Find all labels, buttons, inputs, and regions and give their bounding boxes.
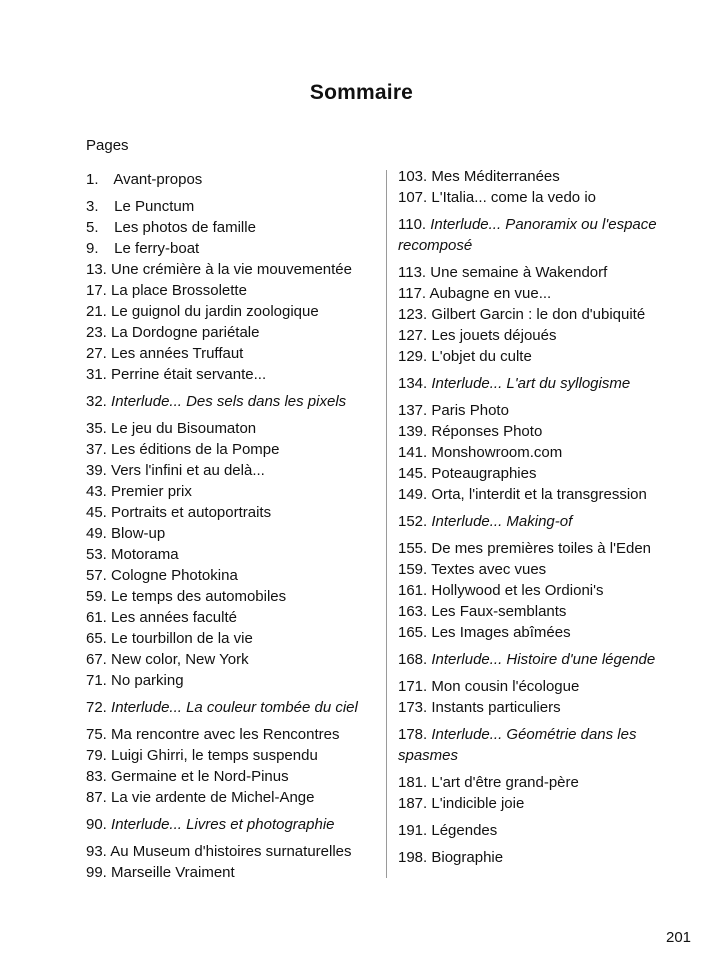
toc-entry: [398, 463, 673, 484]
toc-entry: [86, 259, 381, 280]
toc-entry-title: Paris Photo: [431, 402, 509, 419]
toc-entry-page-number: 127.: [398, 327, 428, 344]
toc-entry-title: Le temps des automobiles: [111, 588, 287, 605]
toc-entry-title: Les Faux-semblants: [431, 603, 567, 620]
toc-entry-page-number: 113.: [398, 264, 427, 281]
toc-entry: [86, 502, 381, 523]
toc-entry: [86, 301, 381, 322]
toc-entry-title: Une crémière à la vie mouvementée: [111, 261, 352, 278]
toc-entry-page-number: 31.: [86, 366, 107, 383]
toc-left-column: [86, 169, 381, 883]
toc-entry-title: No parking: [111, 672, 184, 689]
toc-entry: [86, 586, 381, 607]
toc-entry-page-number: 191.: [398, 822, 428, 839]
toc-entry: [398, 580, 673, 601]
toc-entry-title: Ma rencontre avec les Rencontres: [111, 726, 340, 743]
toc-entry: [86, 697, 381, 718]
toc-entry-title: Le guignol du jardin zoologique: [111, 303, 319, 320]
toc-entry-title: Les années faculté: [111, 609, 237, 626]
toc-entry: [86, 724, 381, 745]
toc-entry: [398, 283, 673, 304]
toc-entry: [86, 628, 381, 649]
toc-entry-title: Le Punctum: [114, 198, 195, 215]
toc-entry: [86, 649, 381, 670]
toc-entry-title: Vers l'infini et au delà...: [111, 462, 265, 479]
toc-entry-title: Luigi Ghirri, le temps suspendu: [111, 747, 318, 764]
toc-entry-page-number: 134.: [398, 375, 428, 392]
toc-entry-title: New color, New York: [111, 651, 249, 668]
toc-entry: [398, 421, 673, 442]
toc-entry: [86, 862, 381, 883]
toc-entry-page-number: 83.: [86, 768, 107, 785]
toc-entry-title: Marseille Vraiment: [111, 864, 235, 881]
toc-entry-page-number: 181.: [398, 774, 428, 791]
toc-entry-page-number: 198.: [398, 849, 428, 866]
toc-entry: [86, 439, 381, 460]
toc-entry-page-number: 107.: [398, 189, 428, 206]
toc-entry-title: Interlude... Panoramix ou l'espace recomposé: [398, 216, 657, 254]
toc-entry-page-number: 103.: [398, 168, 428, 185]
toc-entry-title: Les éditions de la Pompe: [111, 441, 280, 458]
toc-entry-title: Interlude... Des sels dans les pixels: [111, 393, 347, 410]
toc-entry: [398, 676, 673, 697]
toc-entry-page-number: 99.: [86, 864, 107, 881]
toc-entry-title: Interlude... Making-of: [431, 513, 573, 530]
toc-entry: [86, 460, 381, 481]
toc-entry-page-number: 173.: [398, 699, 428, 716]
toc-entry-title: La place Brossolette: [111, 282, 247, 299]
toc-entry-title: La vie ardente de Michel-Ange: [111, 789, 315, 806]
toc-entry: [398, 214, 673, 256]
toc-entry: [398, 649, 673, 670]
toc-entry-title: Les Images abîmées: [431, 624, 571, 641]
toc-entry-title: Interlude... Livres et photographie: [111, 816, 335, 833]
toc-entry-page-number: 45.: [86, 504, 107, 521]
toc-entry-page-number: 65.: [86, 630, 107, 647]
toc-entry-title: Gilbert Garcin : le don d'ubiquité: [431, 306, 646, 323]
toc-entry: [86, 544, 381, 565]
toc-entry: [398, 820, 673, 841]
toc-entry: [398, 697, 673, 718]
toc-entry: [398, 325, 673, 346]
toc-entry-page-number: 187.: [398, 795, 428, 812]
toc-entry: [398, 511, 673, 532]
toc-entry-page-number: 71.: [86, 672, 107, 689]
toc-entry-title: Biographie: [431, 849, 504, 866]
toc-entry-title: Orta, l'interdit et la transgression: [431, 486, 647, 503]
toc-entry: [86, 787, 381, 808]
toc-entry-page-number: 123.: [398, 306, 428, 323]
toc-entry-title: Légendes: [431, 822, 498, 839]
toc-entry: [86, 745, 381, 766]
toc-entry-page-number: 59.: [86, 588, 107, 605]
toc-entry-title: Hollywood et les Ordioni's: [431, 582, 604, 599]
toc-entry-page-number: 61.: [86, 609, 107, 626]
toc-entry-title: Premier prix: [111, 483, 192, 500]
toc-entry-title: De mes premières toiles à l'Eden: [431, 540, 651, 557]
toc-entry-page-number: 75.: [86, 726, 107, 743]
toc-entry-page-number: 149.: [398, 486, 428, 503]
toc-entry-page-number: 87.: [86, 789, 107, 806]
toc-entry: [86, 217, 381, 238]
toc-entry-title: La Dordogne pariétale: [111, 324, 260, 341]
toc-entry-page-number: 168.: [398, 651, 428, 668]
toc-entry-page-number: 139.: [398, 423, 428, 440]
toc-entry: [398, 166, 673, 187]
toc-entry-title: Réponses Photo: [431, 423, 543, 440]
toc-entry: [398, 793, 673, 814]
toc-entry-page-number: 13.: [86, 261, 107, 278]
toc-entry-page-number: 21.: [86, 303, 107, 320]
toc-entry-page-number: 72.: [86, 699, 107, 716]
toc-entry-page-number: 1.: [86, 171, 99, 188]
toc-entry: [86, 670, 381, 691]
toc-entry: [398, 559, 673, 580]
toc-entry: [398, 442, 673, 463]
toc-entry-title: Textes avec vues: [431, 561, 547, 578]
toc-entry-page-number: 49.: [86, 525, 107, 542]
toc-entry-page-number: 32.: [86, 393, 107, 410]
toc-entry-page-number: 3.: [86, 198, 99, 215]
toc-entry: [398, 373, 673, 394]
toc-entry-title: Au Museum d'histoires surnaturelles: [110, 843, 352, 860]
toc-entry-title: L'Italia... come la vedo io: [431, 189, 596, 206]
toc-entry-page-number: 79.: [86, 747, 107, 764]
toc-entry-page-number: 117.: [398, 285, 427, 302]
toc-entry-page-number: 110.: [398, 216, 427, 233]
toc-entry-title: Germaine et le Nord-Pinus: [111, 768, 289, 785]
toc-entry: [398, 847, 673, 868]
toc-entry: [86, 481, 381, 502]
toc-entry: [398, 538, 673, 559]
toc-entry-page-number: 35.: [86, 420, 107, 437]
toc-entry-page-number: 129.: [398, 348, 428, 365]
toc-entry-title: Blow-up: [111, 525, 166, 542]
toc-entry: [398, 400, 673, 421]
toc-entry-title: Cologne Photokina: [111, 567, 238, 584]
toc-entry: [86, 766, 381, 787]
toc-entry-title: Motorama: [111, 546, 179, 563]
toc-entry: [86, 238, 381, 259]
toc-entry-page-number: 53.: [86, 546, 107, 563]
toc-entry-page-number: 171.: [398, 678, 428, 695]
toc-entry: [86, 607, 381, 628]
toc-entry-title: Portraits et autoportraits: [111, 504, 272, 521]
toc-entry-page-number: 17.: [86, 282, 107, 299]
toc-entry: [398, 772, 673, 793]
toc-entry-page-number: 43.: [86, 483, 107, 500]
toc-entry-title: L'indicible joie: [431, 795, 525, 812]
toc-entry-title: Mon cousin l'écologue: [431, 678, 580, 695]
toc-entry: [86, 565, 381, 586]
toc-entry-title: Interlude... Histoire d'une légende: [431, 651, 656, 668]
toc-entry: [86, 391, 381, 412]
column-divider: [386, 170, 387, 878]
toc-entry-title: Interlude... Géométrie dans les spasmes: [398, 726, 637, 764]
toc-entry: [86, 322, 381, 343]
toc-entry-title: Poteaugraphies: [431, 465, 537, 482]
toc-entry: [86, 343, 381, 364]
toc-entry-title: Avant-propos: [113, 171, 203, 188]
toc-entry: [86, 196, 381, 217]
toc-entry-page-number: 67.: [86, 651, 107, 668]
toc-entry-page-number: 178.: [398, 726, 428, 743]
toc-entry-page-number: 90.: [86, 816, 107, 833]
page-number: 201: [666, 929, 692, 946]
toc-entry: [398, 304, 673, 325]
toc-entry: [398, 601, 673, 622]
toc-entry: [398, 484, 673, 505]
toc-entry-title: Une semaine à Wakendorf: [430, 264, 608, 281]
toc-entry-page-number: 141.: [398, 444, 428, 461]
toc-entry-page-number: 39.: [86, 462, 107, 479]
toc-entry-page-number: 155.: [398, 540, 428, 557]
toc-entry-page-number: 165.: [398, 624, 428, 641]
toc-entry: [398, 346, 673, 367]
toc-entry-title: Le tourbillon de la vie: [111, 630, 253, 647]
toc-entry: [86, 814, 381, 835]
toc-entry-title: Interlude... L'art du syllogisme: [431, 375, 631, 392]
toc-entry-page-number: 5.: [86, 219, 99, 236]
toc-entry: [86, 418, 381, 439]
toc-entry-title: Les photos de famille: [114, 219, 256, 236]
toc-entry-page-number: 57.: [86, 567, 107, 584]
toc-entry-title: Interlude... La couleur tombée du ciel: [111, 699, 358, 716]
toc-entry-page-number: 161.: [398, 582, 428, 599]
pages-column-label: Pages: [86, 137, 129, 154]
toc-entry-page-number: 27.: [86, 345, 107, 362]
toc-entry-title: Mes Méditerranées: [431, 168, 560, 185]
toc-entry-title: Les années Truffaut: [111, 345, 244, 362]
toc-entry: [86, 280, 381, 301]
toc-entry-page-number: 163.: [398, 603, 428, 620]
toc-entry-page-number: 93.: [86, 843, 107, 860]
toc-entry-title: Le ferry-boat: [114, 240, 200, 257]
toc-entry-page-number: 145.: [398, 465, 428, 482]
toc-right-column: [398, 166, 673, 868]
toc-entry: [398, 724, 673, 766]
toc-entry-title: Perrine était servante...: [111, 366, 267, 383]
toc-entry: [86, 364, 381, 385]
toc-entry-title: Les jouets déjoués: [431, 327, 557, 344]
toc-entry-page-number: 152.: [398, 513, 428, 530]
toc-entry-page-number: 159.: [398, 561, 428, 578]
toc-entry: [86, 523, 381, 544]
toc-entry-page-number: 37.: [86, 441, 107, 458]
toc-entry: [398, 262, 673, 283]
toc-entry-page-number: 9.: [86, 240, 99, 257]
page-title: Sommaire: [309, 81, 414, 104]
toc-entry: [398, 187, 673, 208]
toc-entry-title: Le jeu du Bisoumaton: [111, 420, 257, 437]
toc-entry-title: Instants particuliers: [431, 699, 561, 716]
toc-entry: [86, 841, 381, 862]
toc-entry-title: Monshowroom.com: [431, 444, 563, 461]
toc-entry-page-number: 137.: [398, 402, 428, 419]
toc-entry: [398, 622, 673, 643]
toc-entry: [86, 169, 381, 190]
toc-entry-title: L'objet du culte: [431, 348, 532, 365]
toc-entry-title: Aubagne en vue...: [429, 285, 552, 302]
toc-entry-page-number: 23.: [86, 324, 107, 341]
toc-entry-title: L'art d'être grand-père: [431, 774, 579, 791]
